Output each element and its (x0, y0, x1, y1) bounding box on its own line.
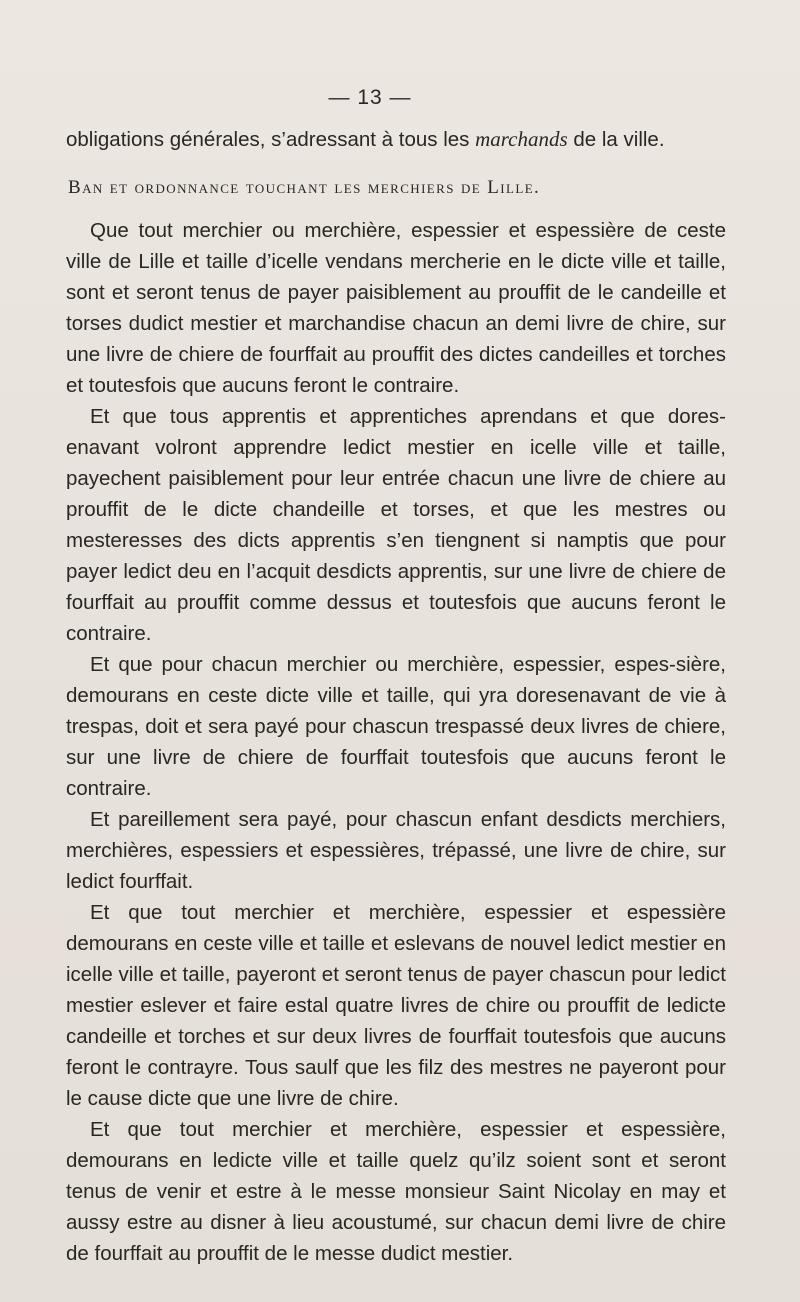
page-number: — 13 — (328, 86, 412, 109)
intro-text-before: obligations générales, s’adressant à tous les (66, 128, 476, 151)
intro-paragraph (66, 124, 726, 155)
paragraph-1: Que tout merchier ou merchière, espessier et espessière de ceste ville de Lille et taille d’icelle vendans mercherie en le dicte ville et taille, sont et seront tenus de payer paisiblement au prouffit de le candeille et torses dudict mestier et marchandise chacun an demi livre de chire, sur une livre de chiere de fourffait au prouffit des dictes candeilles et torches et toutesfois que aucuns feront le contraire. (66, 219, 726, 397)
section-heading: Ban et ordonnance touchant les merchiers de Lille. (68, 177, 541, 198)
paragraph-6: Et que tout merchier et merchière, espessier et espessière, demourans en ledicte ville et taille quelz qu’ilz soient sont et seront tenus de venir et estre à le messe monsieur Saint Nicolay en may et aussy estre au disner à lieu acoustumé, sur chacun demi livre de chire de fourffait au prouffit de le messe dudict mestier. (66, 1118, 726, 1265)
paragraph-4: Et pareillement sera payé, pour chascun enfant desdicts merchiers, merchières, espessiers et espessières, trépassé, une livre de chire, sur ledict fourffait. (66, 808, 726, 893)
paragraph-3: Et que pour chacun merchier ou merchière, espessier, espes-sière, demourans en ceste dicte ville et taille, qui yra doresenavant de vie à trespas, doit et sera payé pour chascun trespassé deux livres de chiere, sur une livre de chiere de fourffait toutesfois que aucuns feront le contraire. (66, 653, 726, 800)
paragraph-2: Et que tous apprentis et apprentiches aprendans et que dores-enavant volront apprendre ledict mestier en icelle ville et taille, payechent paisiblement pour leur entrée chacun une livre de chiere au prouffit de le dicte chandeille et torses, et que les mestres ou mesteresses des dicts apprentis s’en tiengnent si namptis que pour payer ledict deu en l’acquit desdicts apprentis, sur une livre de chiere de fourffait au prouffit comme dessus et toutesfois que aucuns feront le contraire. (66, 405, 726, 645)
paragraph-5: Et que tout merchier et merchière, espessier et espessière demourans en ceste ville et taille et eslevans de nouvel ledict mestier en icelle ville et taille, payeront et seront tenus de payer chascun pour ledict mestier eslever et faire estal quatre livres de chire ou prouffit de ledicte candeille et torches et sur deux livres de fourffait toutesfois que aucuns feront le contrayre. Tous saulf que les filz des mestres ne payeront pour le cause dicte que une livre de chire. (66, 901, 726, 1110)
intro-text-after: de la ville. (567, 128, 665, 151)
body-text (66, 124, 726, 1269)
intro-italic-word: marchands (475, 127, 568, 151)
